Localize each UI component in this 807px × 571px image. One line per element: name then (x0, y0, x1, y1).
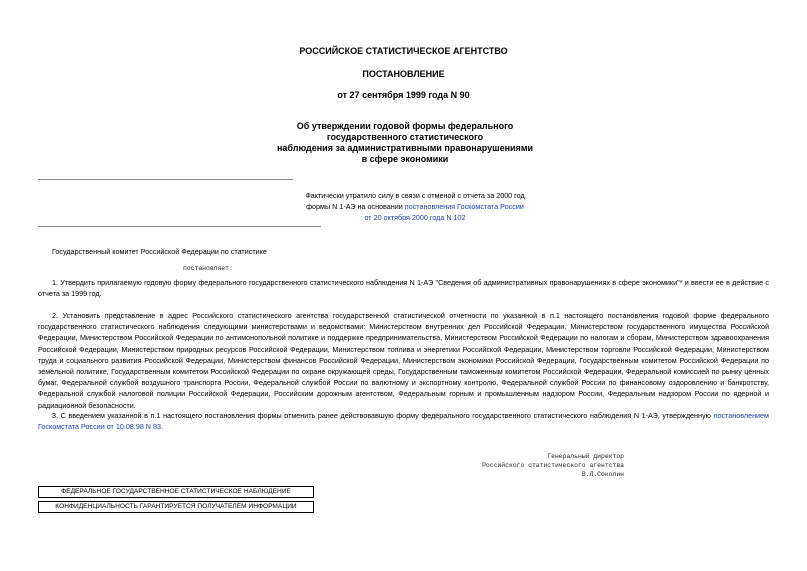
paragraph-2: 2. Установить представление в адрес Российского статистического агентства государственной статистической отчетности по указанной в п.1 настоящего постановления годовой форме федерального государственного статистического наблюдения следующими министерствами и ведомствами: Министерством внутренних дел Российской Федерации, Министерством государственного имущества Российской Федерации, Министерством Российской Федерации по антимонопольной политике и поддержке предпринимательства, Министерством Российской Федерации по налогам и сборам, Министерством здравоохранения Российской Федерации, Министерством природных ресурсов Российской Федерации, Министерством топлива и энергетики Российской Федерации, Министерством торговли Российской Федерации, Министерством труда и социального развития Российской Федерации, Министерством финансов Российской Федерации, Министерством экономики Российской Федерации, Государственным комитетом Российской Федерации по земельной политике, Государственным комитетом Российской Федерации по охране окружающей среды, Государственным таможенным комитетом Российской Федерации, Федеральной комиссией по рынку ценных бумаг, Федеральной службой воздушного транспорта России, Федеральной службой России по валютному и экспортному контролю, Федеральной службой России по финансовому оздоровлению и банкротству, Федеральной службой налоговой полиции Российской Федерации, Российским дорожным агентством, Федеральным горным и промышленным надзором России, Федеральным надзором России по ядерной и радиационной безопасности. (38, 311, 769, 410)
title-line: в сфере экономики (361, 154, 449, 164)
paragraph-1: 1. Утвердить прилагаемую годовую форму федерального государственного статистического наблюдения N 1-АЭ "Сведения об административных правонарушениях в сфере экономики"* и ввести ее в действие с отчета за 1999 год. (38, 278, 769, 299)
status-note-text: формы N 1-АЭ на основании (306, 202, 405, 211)
signature-organization: Российского статистического агентства (482, 462, 624, 469)
agency-name: РОССИЙСКОЕ СТАТИСТИЧЕСКОЕ АГЕНТСТВО (299, 46, 508, 56)
observation-box: ФЕДЕРАЛЬНОЕ ГОСУДАРСТВЕННОЕ СТАТИСТИЧЕСКОЕ НАБЛЮДЕНИЕ (38, 486, 314, 498)
paragraph-3 (38, 410, 769, 432)
repeal-decree-link[interactable]: постановления Госкомстата России (404, 202, 524, 211)
issuer: Государственный комитет Российской Федерации по статистике (52, 247, 267, 256)
title-line: наблюдения за административными правонарушениями (276, 143, 534, 153)
status-note-line2 (270, 201, 560, 212)
prior-decree-link[interactable]: постановлением Госкомстата России от 10.08.98 N 83 (38, 411, 769, 432)
paragraph-3-end: . (161, 422, 163, 432)
document-type: ПОСТАНОВЛЕНИЕ (362, 69, 445, 79)
signature-name: В.Л.Соколин (581, 471, 624, 478)
document-date-number: от 27 сентября 1999 года N 90 (337, 90, 470, 100)
divider-bottom (38, 226, 321, 227)
repeal-decree-date-link[interactable]: от 20 октября 2000 года N 102 (364, 213, 466, 222)
signature-position: Генеральный директор (547, 453, 624, 460)
confidentiality-box: КОНФИДЕНЦИАЛЬНОСТЬ ГАРАНТИРУЕТСЯ ПОЛУЧАТЕЛЕМ ИНФОРМАЦИИ (38, 501, 314, 513)
status-note-line1: Фактически утратило силу в связи с отменой с отчета за 2000 год (305, 191, 525, 200)
document-title (250, 121, 560, 165)
decree-word: постановляет: (183, 265, 233, 272)
title-line: государственного статистического (326, 132, 484, 142)
status-note (270, 190, 560, 223)
signature-block (460, 452, 624, 479)
paragraph-3-text: 3. С введением указанной в п.1 настоящего постановления формы отменить ранее действовавшую форму федерального государственного статистического наблюдения N 1-АЭ, утвержденную (52, 411, 714, 420)
divider-top (38, 179, 293, 180)
title-line: Об утверждении годовой формы федерального (296, 121, 514, 131)
